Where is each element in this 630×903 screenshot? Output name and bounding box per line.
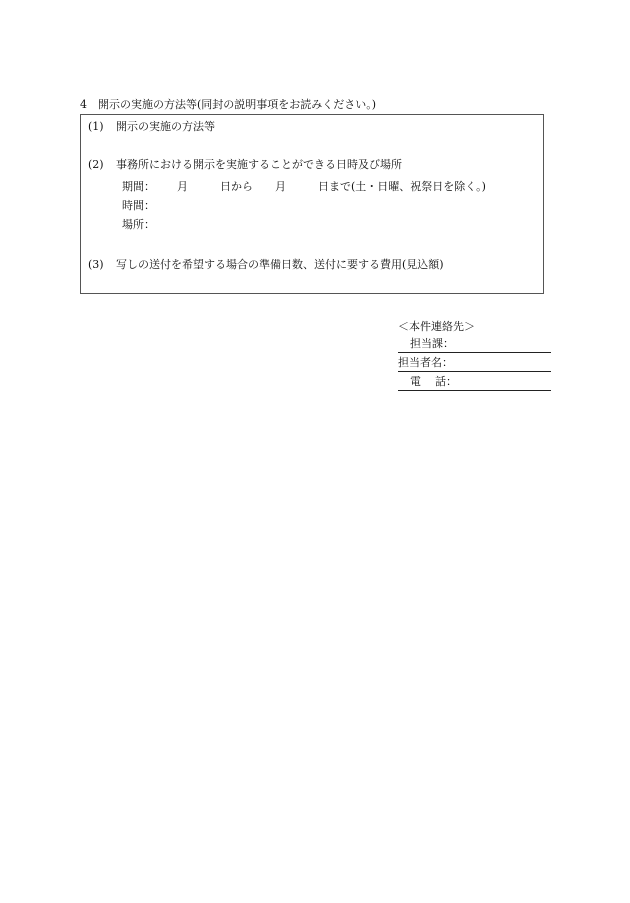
item-text: 開示の実施の方法等 (116, 120, 215, 133)
item-text: 事務所における開示を実施することができる日時及び場所 (116, 158, 402, 171)
contact-phone-row (398, 374, 551, 391)
contact-title: ＜本件連絡先＞ (398, 320, 475, 333)
item-disclosure-method (88, 120, 215, 134)
contact-dept-label: 担当課： (410, 337, 454, 350)
time-row: 時間： (122, 199, 155, 212)
item-number: (2) (88, 158, 104, 171)
period-month-1: 月 (177, 180, 188, 193)
period-until: 日まで(土・日曜、祝祭日を除く。) (318, 180, 486, 193)
contact-dept-row (398, 336, 551, 353)
period-from: 日から (220, 180, 253, 193)
contact-phone-label: 電 話： (410, 375, 457, 388)
item-copy-delivery (88, 258, 444, 272)
item-number: (3) (88, 258, 104, 271)
period-row (122, 180, 486, 194)
period-label: 期間： (122, 180, 155, 193)
section-heading: 4 開示の実施の方法等(同封の説明事項をお読みください。) (80, 98, 377, 111)
item-office-disclosure (88, 158, 402, 172)
contact-person-row (398, 355, 551, 372)
item-number: (1) (88, 120, 104, 133)
item-text: 写しの送付を希望する場合の準備日数、送付に要する費用(見込額) (116, 258, 444, 271)
place-row: 場所： (122, 218, 155, 231)
period-month-2: 月 (275, 180, 286, 193)
contact-person-label: 担当者名： (398, 356, 453, 369)
